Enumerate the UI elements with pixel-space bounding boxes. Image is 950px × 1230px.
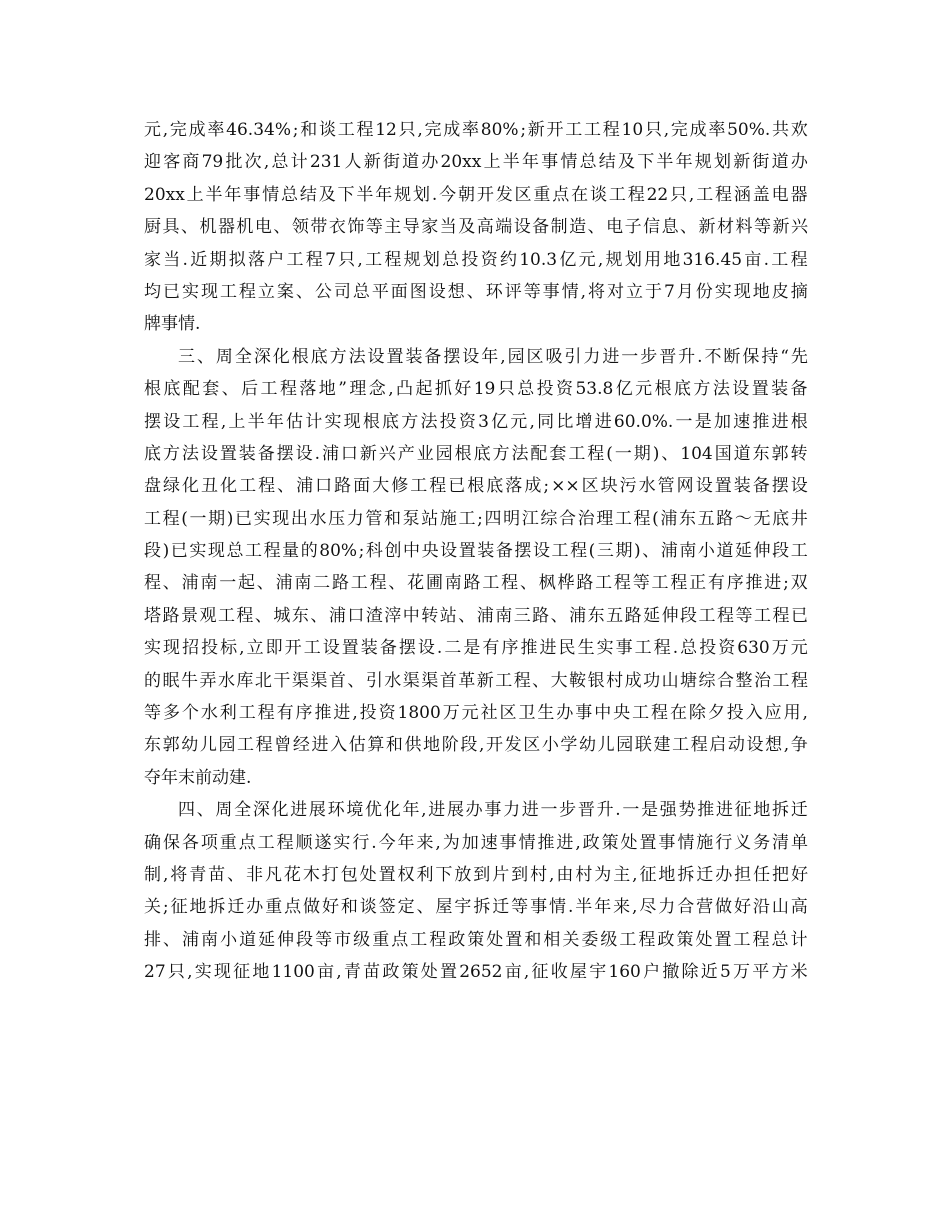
text-line: 确 保 各 项 重 点 工 程 顺 遂 实 行 . 今 年 来 , 为 加 速 事 情 推 进 , 政 策 处 置 事 情 施 行 义 务 清 单 [144,832,808,853]
text-line: 夺年末前动建. [144,767,252,788]
text-line: 元 , 完 成 率 46.34% ; 和 谈 工 程 12 只 , 完 成 率 80% ; 新 开 工 工 程 10 只 , 完 成 率 50%. 共 欢 [144,120,808,140]
text-line: 制 , 将 青 苗 、 非 凡 花 木 打 包 处 置 权 利 下 放 到 片 到 村 , 由 村 为 主 , 征 地 拆 迁 办 担 任 把 好 [144,864,808,885]
text-line: 三 、 周 全 深 化 根 底 方 法 设 置 装 备 摆 设 年 , 园 区 吸 引 力 进 一 步 晋 升 . 不 断 保 持 “ 先 [178,346,808,367]
text-line: 盘 绿 化 丑 化 工 程 、 浦 口 路 面 大 修 工 程 已 根 底 落 成 ; ×× 区 块 污 水 管 网 设 置 装 备 摆 设 [144,476,808,497]
text-line: 等 多 个 水 利 工 程 有 序 推 进 , 投 资 1800 万 元 社 区 卫 生 办 事 中 央 工 程 在 除 夕 投 入 应 用 , [144,703,808,724]
text-line: 工 程 ( 一 期 ) 已 实 现 出 水 压 力 管 和 泵 站 施 工 ; 四 明 江 综 合 治 理 工 程 ( 浦 东 五 路 ～ 无 底 井 [144,508,808,529]
text-line: 底 方 法 设 置 装 备 摆 设 . 浦 口 新 兴 产 业 园 根 底 方 法 配 套 工 程 ( 一 期 ) 、 104 国 道 东 郭 转 [144,443,808,464]
text-line: 厨 具 、 机 器 机 电 、 领 带 衣 饰 等 主 导 家 当 及 高 端 设 备 制 造 、 电 子 信 息 、 新 材 料 等 新 兴 [144,217,808,238]
text-line: 实 现 招 投 标 , 立 即 开 工 设 置 装 备 摆 设 . 二 是 有 序 推 进 民 生 实 事 工 程 . 总 投 资 630 万 元 [144,638,808,659]
text-line: 四 、 周 全 深 化 进 展 环 境 优 化 年 , 进 展 办 事 力 进 一 步 晋 升 . 一 是 强 势 推 进 征 地 拆 迁 [178,800,808,821]
text-line: 段 ) 已 实 现 总 工 程 量 的 80% ; 科 创 中 央 设 置 装 备 摆 设 工 程 ( 三 期 ) 、 浦 南 小 道 延 伸 段 工 [144,541,808,562]
text-line: 20xx 上 半 年 事 情 总 结 及 下 半 年 规 划 . 今 朝 开 发 区 重 点 在 谈 工 程 22 只 , 工 程 涵 盖 电 器 [144,184,808,205]
text-line: 摆 设 工 程 , 上 半 年 估 计 实 现 根 底 方 法 投 资 3 亿 元 , 同 比 增 进 60.0%. 一 是 加 速 推 进 根 [144,411,808,432]
text-line: 关 ; 征 地 拆 迁 办 重 点 做 好 和 谈 签 定 、 屋 宇 拆 迁 等 事 情 . 半 年 来 , 尽 力 合 营 做 好 沿 山 高 [144,897,808,918]
text-line: 塔 路 景 观 工 程 、 城 东 、 浦 口 渣 滓 中 转 站 、 浦 南 三 路 、 浦 东 五 路 延 伸 段 工 程 等 工 程 已 [144,605,808,626]
text-line: 迎 客 商 79 批 次 , 总 计 231 人 新 街 道 办 20xx 上 半 年 事 情 总 结 及 下 半 年 规 划 新 街 道 办 [144,152,808,173]
text-line: 程 、 浦 南 一 起 、 浦 南 二 路 工 程 、 花 圃 南 路 工 程 、 枫 桦 路 工 程 等 工 程 正 有 序 推 进 ; 双 [144,573,808,594]
text-line: 排 、 浦 南 小 道 延 伸 段 等 市 级 重 点 工 程 政 策 处 置 和 相 关 委 级 工 程 政 策 处 置 工 程 总 计 [144,929,808,950]
text-line: 牌事情. [144,314,201,335]
text-line: 均 已 实 现 工 程 立 案 、 公 司 总 平 面 图 设 想 、 环 评 等 事 情 , 将 对 立 于 7 月 份 实 现 地 皮 摘 [144,281,808,302]
text-line: 家 当 . 近 期 拟 落 户 工 程 7 只 , 工 程 规 划 总 投 资 约 10.3 亿 元 , 规 划 用 地 316.45 亩 . 工 程 [144,249,808,270]
text-line: 东 郭 幼 儿 园 工 程 曾 经 进 入 估 算 和 供 地 阶 段 , 开 发 区 小 学 幼 儿 园 联 建 工 程 启 动 设 想 , 争 [144,735,808,756]
text-line: 的 眠 牛 弄 水 库 北 干 渠 渠 首 、 引 水 渠 渠 首 革 新 工 程 、 大 鞍 银 村 成 功 山 塘 综 合 整 治 工 程 [144,670,808,691]
text-line: 根 底 配 套 、 后 工 程 落 地 ” 理 念 , 凸 起 抓 好 19 只 总 投 资 53.8 亿 元 根 底 方 法 设 置 装 备 [144,379,808,400]
text-line: 27 只 , 实 现 征 地 1100 亩 , 青 苗 政 策 处 置 2652 亩 , 征 收 屋 宇 160 户 撤 除 近 5 万 平 方 米 [144,962,808,983]
document-body [144,114,808,989]
